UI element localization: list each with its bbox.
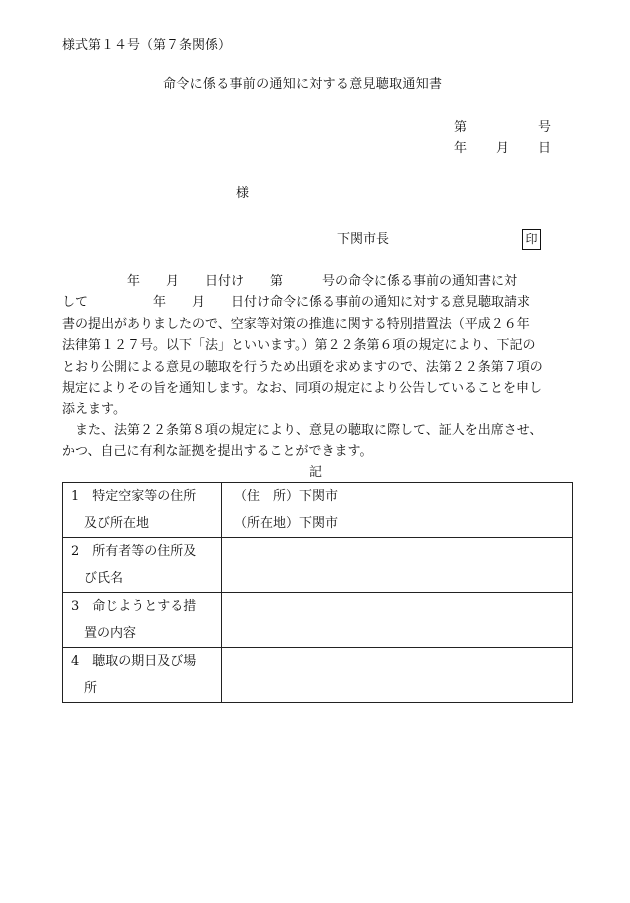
row-label (63, 538, 222, 593)
date-day-label: 日 (538, 141, 552, 156)
doc-number-suffix: 号 (538, 120, 552, 135)
label-line: 3 命じようとする措 (71, 599, 197, 614)
addressee-honorific: 様 (236, 186, 250, 201)
paragraph-line: 法律第１２７号。以下「法」といいます。）第２２条第６項の規定により、下記の (62, 338, 536, 354)
paragraph-line: 年 月 日付け 第 号の命令に係る事前の通知書に対 (62, 274, 518, 289)
row-value (222, 483, 573, 538)
body-paragraph-2 (62, 420, 582, 463)
document-title: 命令に係る事前の通知に対する意見聴取通知書 (163, 77, 443, 92)
ki-heading: 記 (309, 465, 323, 480)
row-value (222, 648, 573, 703)
paragraph-line: かつ、自己に有利な証拠を提出することができます。 (62, 444, 373, 460)
paragraph-line: して 年 月 日付け命令に係る事前の通知に対する意見聴取請求 (62, 295, 531, 311)
table-row (63, 593, 573, 648)
row-label (63, 648, 222, 703)
date-month-label: 月 (496, 141, 510, 156)
value-line (222, 620, 572, 647)
value-line: （住 所）下関市 (234, 489, 339, 504)
table-row (63, 538, 573, 593)
paragraph-line: とおり公開による意見の聴取を行うため出頭を求めますので、法第２２条第７項の (62, 359, 543, 375)
doc-number-prefix: 第 (454, 120, 468, 135)
paragraph-line: また、法第２２条第８項の規定により、意見の聴取に際して、証人を出席させ、 (62, 423, 543, 438)
value-line (222, 538, 572, 565)
items-table (62, 482, 573, 703)
label-line: 2 所有者等の住所及 (71, 544, 197, 559)
form-number: 様式第１４号（第７条関係） (62, 38, 232, 53)
label-line: 4 聴取の期日及び場 (71, 654, 197, 669)
table-row (63, 648, 573, 703)
table-row (63, 483, 573, 538)
date-year-label: 年 (454, 141, 468, 156)
seal-stamp: 印 (522, 229, 541, 250)
paragraph-line: 書の提出がありましたので、空家等対策の推進に関する特別措置法（平成２６年 (62, 316, 530, 332)
value-line (222, 593, 572, 620)
label-line: 1 特定空家等の住所 (71, 489, 197, 504)
value-line: （所在地）下関市 (234, 516, 339, 531)
row-value (222, 538, 573, 593)
body-paragraph-1 (62, 271, 582, 421)
paragraph-line: 規定によりその旨を通知します。なお、同項の規定により公告していることを申し (62, 381, 542, 397)
label-line: 所 (71, 681, 98, 696)
row-label (63, 593, 222, 648)
label-line: 及び所在地 (71, 516, 150, 531)
paragraph-line: 添えます。 (62, 402, 126, 418)
row-label (63, 483, 222, 538)
value-line (222, 565, 572, 592)
value-line (222, 675, 572, 702)
sender-name: 下関市長 (337, 232, 390, 247)
label-line: び氏名 (71, 571, 124, 586)
row-value (222, 593, 573, 648)
value-line (222, 648, 572, 675)
label-line: 置の内容 (71, 626, 137, 641)
